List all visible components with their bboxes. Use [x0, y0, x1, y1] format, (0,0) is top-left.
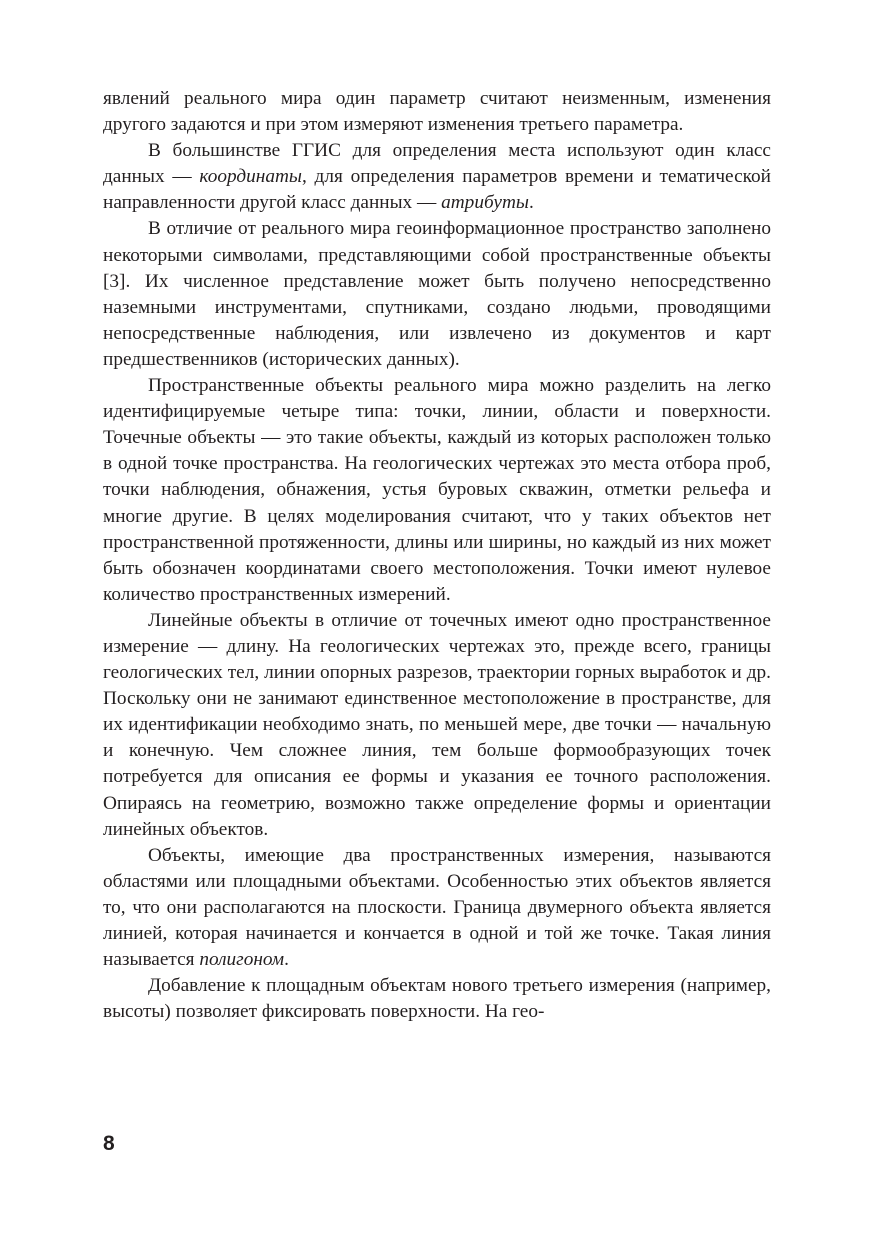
paragraph-7: Добавление к площадным объектам нового третьего измерения (например, высоты) позволяет фиксировать поверхности. На гео- — [103, 975, 771, 1023]
paragraph-2 — [103, 138, 771, 216]
paragraph-6-text-a: Объекты, имеющие два пространственных измерения, называются областями или площадными объектами. Особенностью этих объектов является то, что они располагаются на плоскости. Граница двумерного объекта является линией, которая начинается и кончается в одной и той же точке. Такая линия называется — [103, 844, 771, 971]
term-polygon: полигоном — [199, 949, 285, 971]
paragraph-6-text-b: . — [284, 949, 289, 971]
term-coordinates: координаты — [199, 166, 302, 188]
paragraph-2-text-b: , для определения параметров времени и тематической направленности другой класс данных — — [103, 166, 771, 214]
paragraph-2-text-a: В большинстве ГГИС для определения места используют один класс данных — — [103, 140, 771, 188]
term-attributes: атрибуты — [441, 192, 529, 214]
paragraph-5: Линейные объекты в отличие от точечных имеют одно пространственное измерение — длину. На геологических чертежах это, прежде всего, границы геологических тел, линии опорных разрезов, траектории горных выработок и др. Поскольку они не занимают единственное местоположение в пространстве, для их идентификации необходимо знать, по меньшей мере, две точки — начальную и конечную. Чем сложнее линия, тем больше формообразующих точек потребуется для описания ее формы и указания ее точного расположения. Опираясь на геометрию, возможно также определение формы и ориентации линейных объектов. — [103, 609, 771, 840]
paragraph-1: явлений реального мира один параметр считают неизменным, изменения другого задаются и при этом измеряют изменения третьего параметра. — [103, 88, 771, 136]
paragraph-6 — [103, 843, 771, 973]
paragraph-2-text-c: . — [528, 192, 534, 214]
paragraph-4: Пространственные объекты реального мира можно разделить на легко идентифицируемые четыре типа: точки, линии, области и поверхности. Точечные объекты — это такие объекты, каждый из которых расположен только в одной точке пространства. На геологических чертежах это места отбора проб, точки наблюдения, обнажения, устья буровых скважин, отметки рельефа и многие другие. В целях моделирования считают, что у таких объектов нет пространственной протяженности, длины или ширины, но каждый из них может быть обозначен координатами своего местоположения. Точки имеют нулевое количество пространственных измерений. — [103, 375, 771, 605]
page-number: 8 — [103, 1132, 115, 1155]
paragraph-3: В отличие от реального мира геоинформационное пространство заполнено некоторыми символами, представляющими собой пространственные объекты [3]. Их численное представление может быть получено непосредственно наземными инструментами, спутниками, создано людьми, проводящими непосредственные наблюдения, или извлечено из документов и карт предшественников (исторических данных). — [103, 218, 771, 370]
page-body — [103, 86, 771, 1025]
